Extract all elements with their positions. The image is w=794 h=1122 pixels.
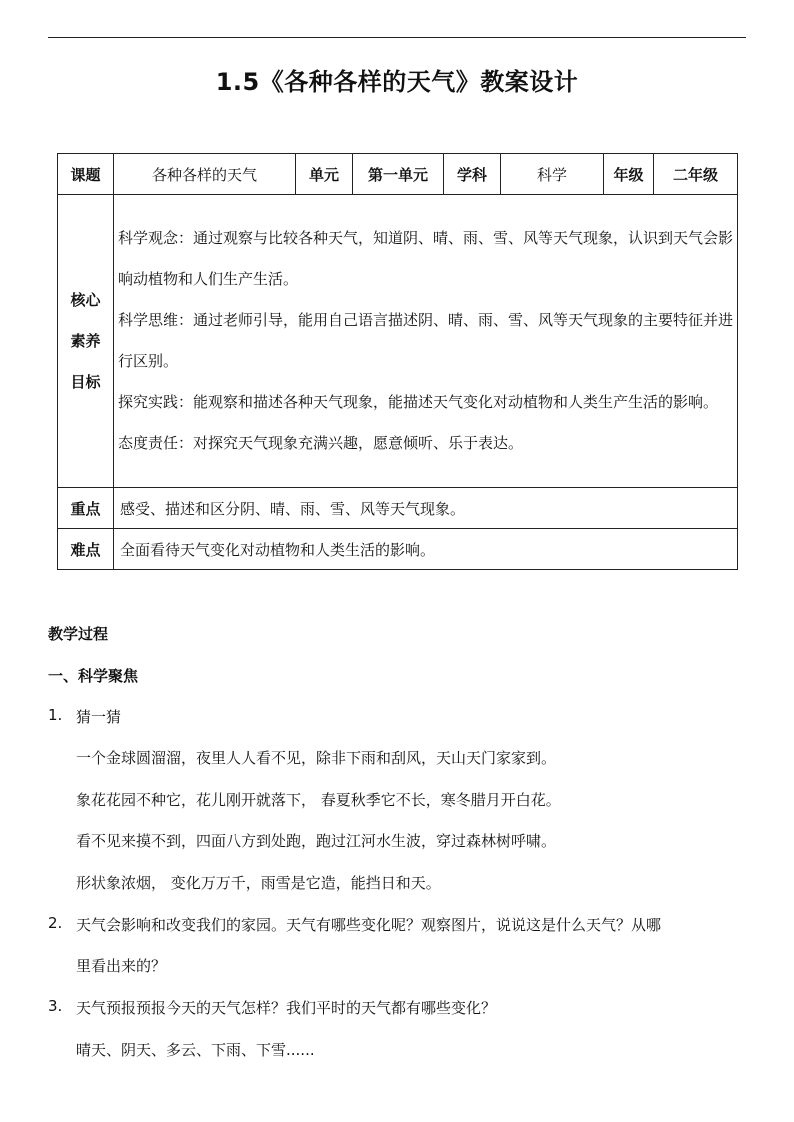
difficulty-label: 难点 (58, 529, 114, 570)
discipline-value: 科学 (501, 154, 604, 195)
item2-number: 2. (48, 914, 63, 932)
core-goals-label (58, 195, 114, 488)
core-label-line2: 素养 (70, 331, 101, 350)
teaching-process-heading: 教学过程 (48, 625, 109, 643)
unit-label: 单元 (296, 154, 353, 195)
item1-title: 猜一猜 (76, 708, 122, 726)
riddle-4: 形状象浓烟， 变化万万千，雨雪是它造，能挡日和天。 (76, 874, 441, 892)
item3-number: 3. (48, 997, 63, 1015)
key-points-label: 重点 (58, 488, 114, 529)
key-points-value: 感受、描述和区分阴、晴、雨、雪、风等天气现象。 (114, 488, 738, 529)
discipline-label: 学科 (444, 154, 501, 195)
item2-text-line2: 里看出来的？ (76, 957, 167, 975)
core-goal-attitude: 态度责任：对探究天气现象充满兴趣，愿意倾听、乐于表达。 (118, 434, 524, 452)
subject-value: 各种各样的天气 (114, 154, 296, 195)
core-goal-science-thinking: 科学思维：通过老师引导，能用自己语言描述阴、晴、雨、雪、风等天气现象的主要特征并进行区别。 (118, 311, 734, 370)
header-rule (48, 37, 746, 38)
core-goals-content (114, 195, 738, 488)
riddle-3: 看不见来摸不到，四面八方到处跑，跑过江河水生波，穿过森林树呼啸。 (76, 832, 557, 850)
lesson-info-table (57, 153, 738, 570)
core-label-line1: 核心 (70, 290, 101, 309)
riddle-2: 象花花园不种它，花儿刚开就落下， 春夏秋季它不长，寒冬腊月开白花。 (76, 791, 561, 809)
document-title: 1.5《各种各样的天气》教案设计 (215, 68, 579, 96)
riddle-1: 一个金球圆溜溜，夜里人人看不见，除非下雨和刮风，天山天门家家到。 (76, 749, 557, 767)
core-label-line3: 目标 (70, 372, 101, 391)
item3-text-line2: 晴天、阴天、多云、下雨、下雪...... (76, 1041, 315, 1059)
item2-text-line1: 天气会影响和改变我们的家园。天气有哪些变化呢？观察图片，说说这是什么天气？从哪 (76, 916, 662, 934)
grade-label: 年级 (604, 154, 654, 195)
subject-label: 课题 (58, 154, 114, 195)
difficulty-value: 全面看待天气变化对动植物和人类生活的影响。 (114, 529, 738, 570)
item3-text-line1: 天气预报预报今天的天气怎样？我们平时的天气都有哪些变化？ (76, 999, 497, 1017)
grade-value: 二年级 (654, 154, 738, 195)
core-goal-science-concept: 科学观念：通过观察与比较各种天气，知道阴、晴、雨、雪、风等天气现象，认识到天气会影响动植物和人们生产生活。 (118, 229, 734, 288)
section-science-focus: 一、科学聚焦 (48, 667, 139, 685)
item1-number: 1. (48, 706, 63, 724)
core-goal-inquiry-practice: 探究实践：能观察和描述各种天气现象，能描述天气变化对动植物和人类生产生活的影响。 (118, 393, 719, 411)
unit-value: 第一单元 (353, 154, 444, 195)
